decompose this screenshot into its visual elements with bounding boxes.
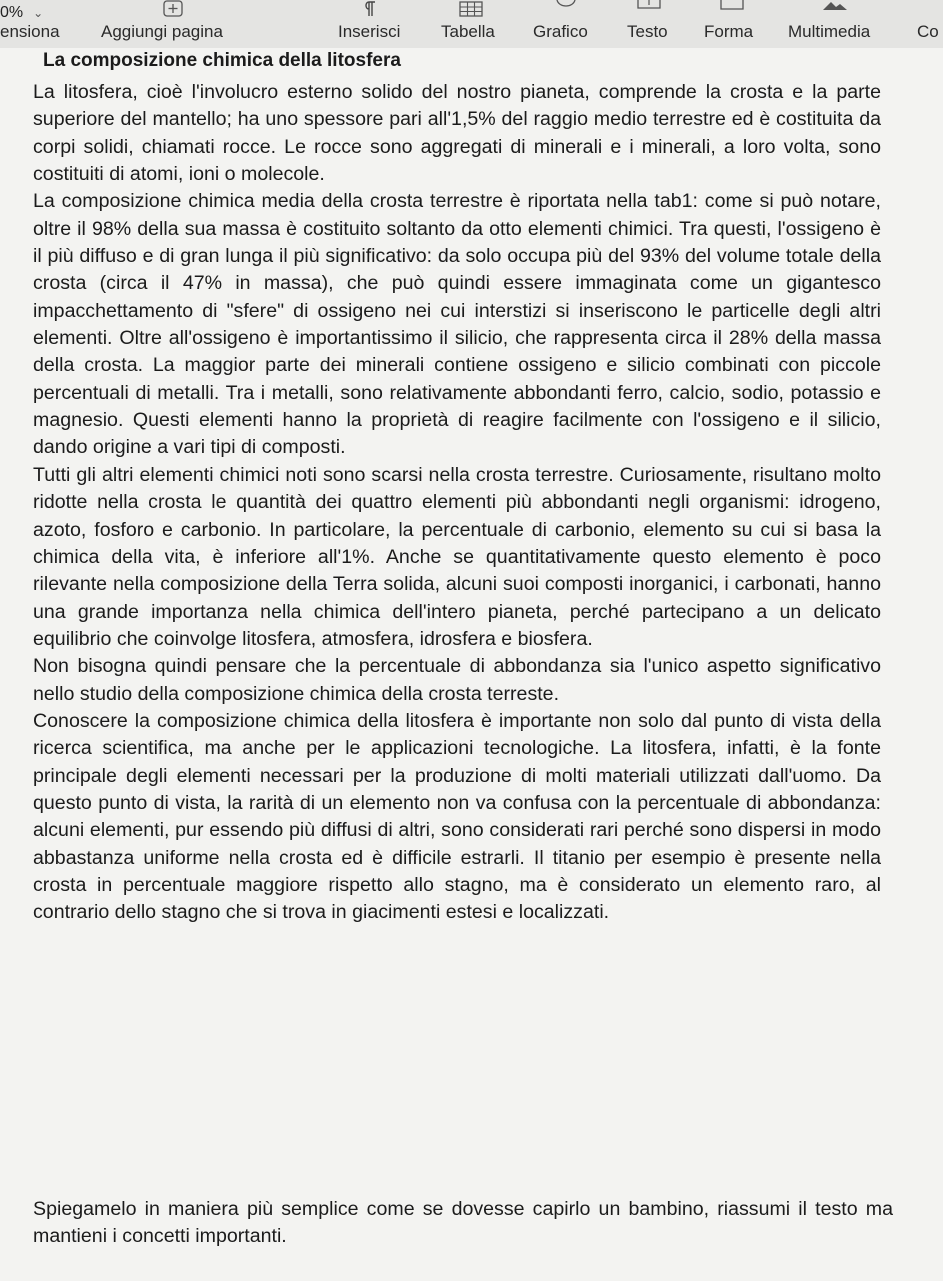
toolbar-chart-label[interactable]: Grafico xyxy=(533,22,588,41)
table-icon[interactable] xyxy=(458,0,484,18)
paragraph: Non bisogna quindi pensare che la percentuale di abbondanza sia l'unico aspetto significativo nello studio della composizione chimica della crosta terreste. xyxy=(33,655,881,705)
paragraph: Conoscere la composizione chimica della litosfera è importante non solo dal punto di vista della ricerca scientifica, ma anche per le applicazioni tecnologiche. La litosfera, infatti, è la fonte principale degli elementi necessari per la produzione di molti materiali utilizzati dall'uomo. Da questo punto di vista, la rarità di un elemento non va confusa con la percentuale di abbondanza: alcuni elementi, pur essendo più diffusi di altri, sono considerati rari perché sono dispersi in modo abbastanza uniforme nella crosta ed è difficile estrarli. Il titanio per esempio è presente nella crosta in percentuale maggiore rispetto allo stagno, ma è considerato un elemento raro, al contrario dello stagno che si trova in giacimenti estesi e localizzati. xyxy=(33,709,881,924)
toolbar xyxy=(0,0,943,50)
document-page[interactable] xyxy=(0,48,943,1281)
toolbar-add-page-label[interactable]: Aggiungi pagina xyxy=(101,22,223,41)
toolbar-labels xyxy=(0,20,943,44)
toolbar-table-label[interactable]: Tabella xyxy=(441,22,495,41)
insert-icon[interactable] xyxy=(362,0,378,18)
toolbar-comment-label[interactable]: Co xyxy=(917,22,939,41)
zoom-value: 0% xyxy=(0,4,24,21)
toolbar-text-label[interactable]: Testo xyxy=(627,22,668,41)
shape-icon[interactable] xyxy=(719,0,745,14)
paragraph: Tutti gli altri elementi chimici noti sono scarsi nella crosta terrestre. Curiosamente, risultano molto ridotte nella crosta le quantità dei quattro elementi più abbondanti negli organismi: idrogeno, azoto, fosforo e carbonio. In particolare, la percentuale di carbonio, elemento su cui si basa la chimica della vita, è inferiore all'1%. Anche se quantitativamente questo elemento è poco rilevante nella composizione della Terra solida, alcuni suoi composti inorganici, i carbonati, hanno una grande importanza nella chimica dell'intero pianeta, perché partecipano a un delicato equilibrio che coinvolge litosfera, atmosfera, idrosfera e biosfera. xyxy=(33,463,881,650)
add-page-icon[interactable] xyxy=(161,0,185,18)
toolbar-view-label[interactable]: ensiona xyxy=(0,22,60,41)
document-body[interactable] xyxy=(33,65,881,927)
prompt-text: Spiegamelo in maniera più semplice come se dovesse capirlo un bambino, riassumi il testo ma mantieni i concetti importanti. xyxy=(33,1198,893,1248)
toolbar-insert-label[interactable]: Inserisci xyxy=(338,22,401,41)
paragraph: La composizione chimica media della crosta terrestre è riportata nella tab1: come si può notare, oltre il 98% della sua massa è costituito soltanto da otto elementi chimici. Tra questi, l'ossigeno è il più diffuso e di gran lunga il più significativo: da solo occupa più del 93% del volume totale della crosta (circa il 47% in massa), che può quindi essere immaginata come un gigantesco impacchettamento di "sfere" di ossigeno nei cui interstizi si inseriscono le particelle degli altri elementi. Oltre all'ossigeno è importantissimo il silicio, che rappresenta circa il 28% della massa della crosta. La maggior parte dei minerali contiene ossigeno e silicio combinati con piccole percentuali di metalli. Tra i metalli, sono relativamente abbondanti ferro, calcio, sodio, potassio e magnesio. Questi elementi hanno la proprietà di reagire facilmente con l'ossigeno e il silicio, dando origine a vari tipi di composti. xyxy=(33,190,881,459)
toolbar-media-label[interactable]: Multimedia xyxy=(788,22,871,41)
toolbar-shape-label[interactable]: Forma xyxy=(704,22,754,41)
paragraph: La litosfera, cioè l'involucro esterno solido del nostro pianeta, comprende la crosta e la parte superiore del mantello; ha uno spessore pari all'1,5% del raggio medio terrestre ed è costituita da corpi solidi, chiamati rocce. Le rocce sono aggregati di minerali e i minerali, a loro volta, sono costituiti di atomi, ioni o molecole. xyxy=(33,81,881,186)
chart-icon[interactable] xyxy=(553,0,579,14)
media-icon[interactable] xyxy=(820,0,850,12)
text-icon[interactable] xyxy=(636,0,662,12)
chevron-down-icon: ⌄ xyxy=(33,6,44,20)
document-title: La composizione chimica della litosfera xyxy=(43,50,401,71)
